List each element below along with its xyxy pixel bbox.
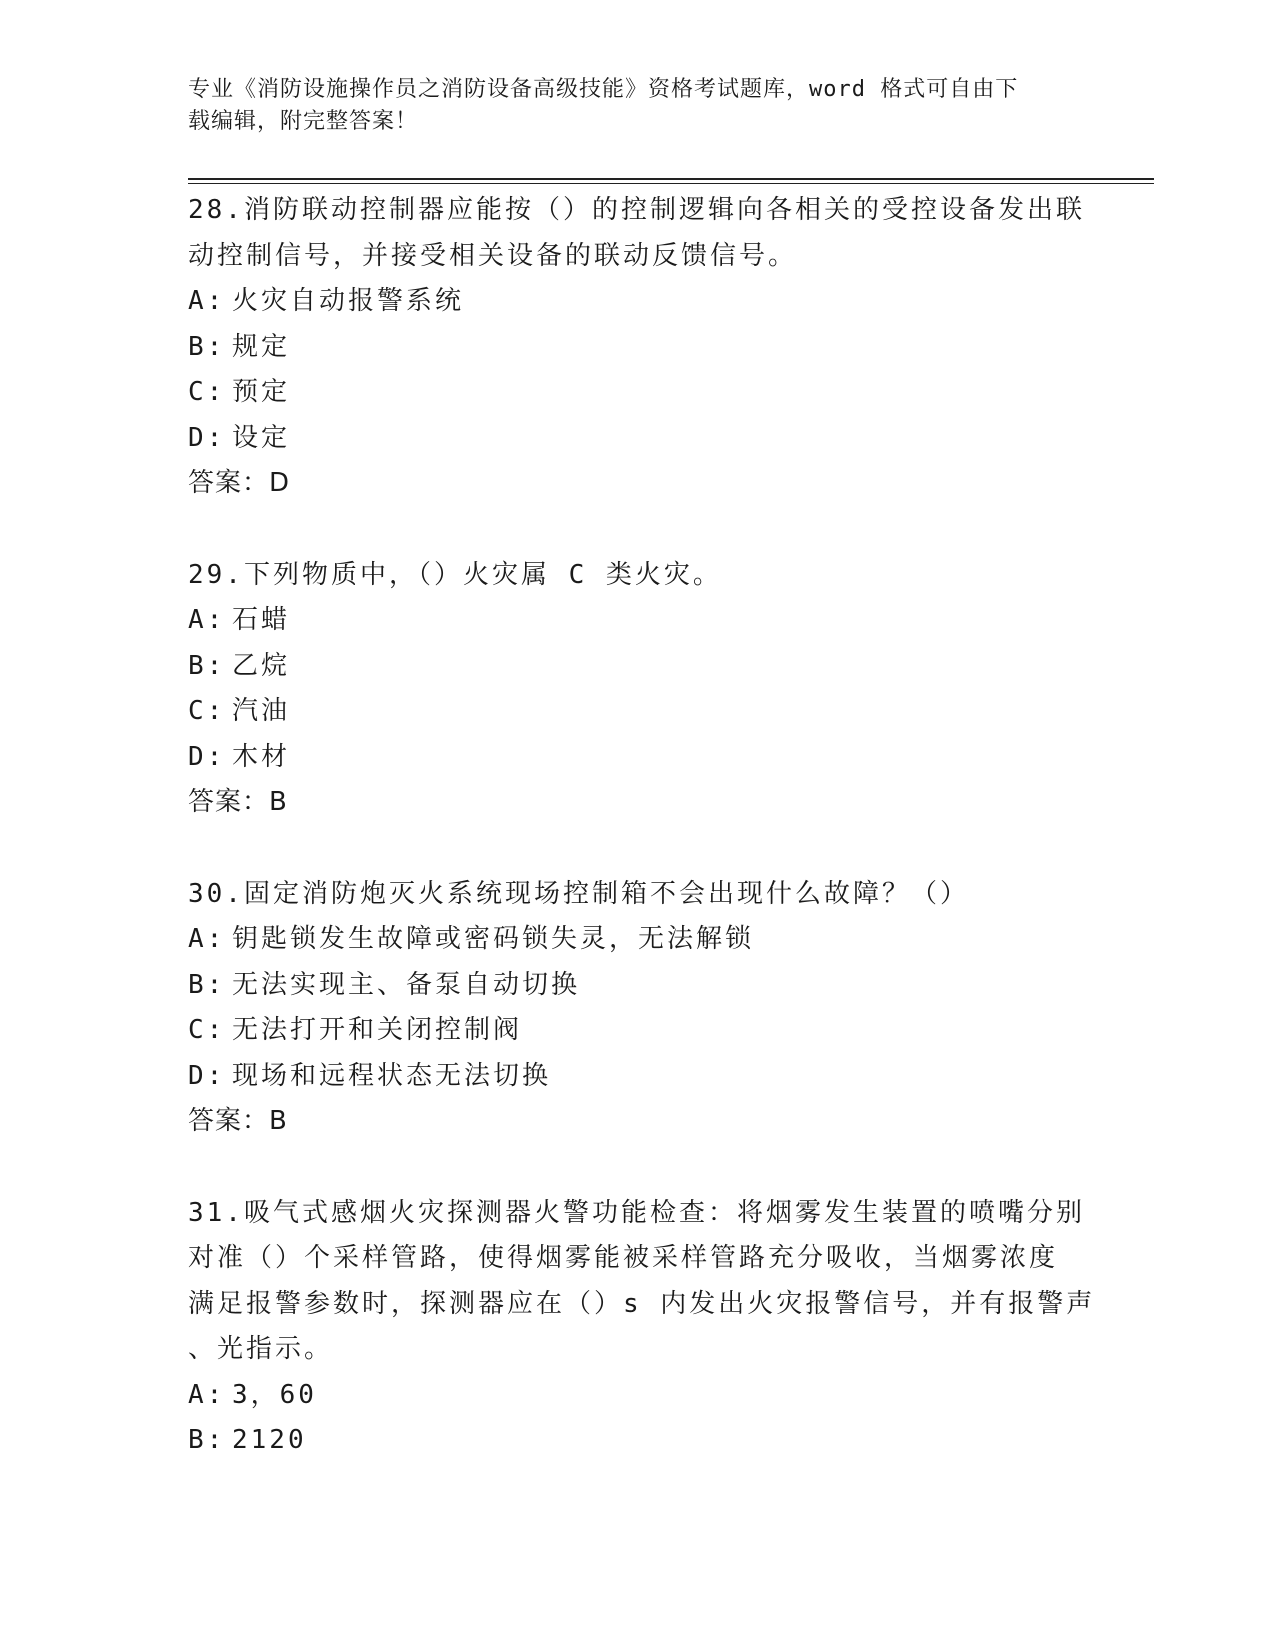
option-letter: C:	[188, 1015, 226, 1045]
option-letter: A:	[188, 605, 226, 635]
option-text: 木材	[232, 741, 291, 772]
option-a	[188, 598, 1108, 644]
option-text: 乙烷	[232, 650, 291, 681]
option-a	[188, 279, 1108, 325]
header-divider-thin	[188, 183, 1154, 184]
answer-line: 答案：B	[188, 787, 288, 817]
option-d	[188, 735, 1108, 781]
question-stem: 31.吸气式感烟火灾探测器火警功能检查：将烟雾发生装置的喷嘴分别	[188, 1197, 1085, 1228]
question-stem: 满足报警参数时，探测器应在（）s 内发出火灾报警信号，并有报警声	[188, 1288, 1096, 1319]
option-letter: D:	[188, 422, 226, 453]
option-letter: B:	[188, 331, 226, 362]
option-letter: D:	[188, 741, 226, 772]
header-line: 专业《消防设施操作员之消防设备高级技能》资格考试题库，word 格式可自由下	[188, 77, 1019, 102]
option-text: 现场和远程状态无法切换	[232, 1060, 552, 1091]
option-text: 钥匙锁发生故障或密码锁失灵，无法解锁	[232, 924, 755, 954]
option-c	[188, 689, 1108, 735]
question-item	[188, 553, 1108, 826]
question-stem: 29.下列物质中，（）火灾属 C 类火灾。	[188, 559, 722, 590]
option-letter: B:	[188, 1425, 226, 1455]
question-item	[188, 188, 1108, 507]
option-b	[188, 325, 1108, 371]
question-item	[188, 1191, 1108, 1464]
option-letter: D:	[188, 1060, 226, 1091]
option-b	[188, 963, 1108, 1009]
option-a	[188, 1373, 1108, 1419]
option-letter: B:	[188, 969, 226, 1000]
header-line: 载编辑，附完整答案！	[188, 109, 419, 134]
question-list	[188, 188, 1108, 1510]
option-text: 无法打开和关闭控制阀	[232, 1015, 523, 1045]
option-text: 规定	[232, 331, 291, 362]
option-text: 设定	[232, 422, 291, 453]
option-letter: A:	[188, 286, 226, 316]
header-divider	[188, 178, 1154, 180]
question-stem: 、光指示。	[188, 1334, 334, 1364]
option-letter: A:	[188, 924, 226, 954]
option-text: 3，60	[232, 1379, 317, 1410]
option-letter: C:	[188, 377, 226, 407]
option-text: 火灾自动报警系统	[232, 286, 465, 316]
option-d	[188, 416, 1108, 462]
option-a	[188, 917, 1108, 963]
option-c	[188, 370, 1108, 416]
question-stem: 动控制信号，并接受相关设备的联动反馈信号。	[188, 240, 798, 271]
option-b	[188, 644, 1108, 690]
question-stem: 30.固定消防炮灭火系统现场控制箱不会出现什么故障？（）	[188, 878, 969, 909]
option-text: 无法实现主、备泵自动切换	[232, 969, 581, 1000]
option-c	[188, 1008, 1108, 1054]
question-item	[188, 872, 1108, 1145]
option-text: 2120	[232, 1425, 307, 1455]
answer-line: 答案：B	[188, 1106, 288, 1136]
option-text: 汽油	[232, 696, 291, 726]
option-text: 石蜡	[232, 605, 291, 635]
option-b	[188, 1418, 1108, 1464]
option-letter: B:	[188, 650, 226, 681]
option-text: 预定	[232, 377, 291, 407]
question-stem: 28.消防联动控制器应能按（）的控制逻辑向各相关的受控设备发出联	[188, 195, 1085, 225]
document-header	[188, 74, 1068, 138]
option-letter: C:	[188, 696, 226, 726]
option-letter: A:	[188, 1379, 226, 1410]
answer-line: 答案：D	[188, 468, 291, 498]
option-d	[188, 1054, 1108, 1100]
question-stem: 对准（）个采样管路，使得烟雾能被采样管路充分吸收，当烟雾浓度	[188, 1243, 1059, 1273]
